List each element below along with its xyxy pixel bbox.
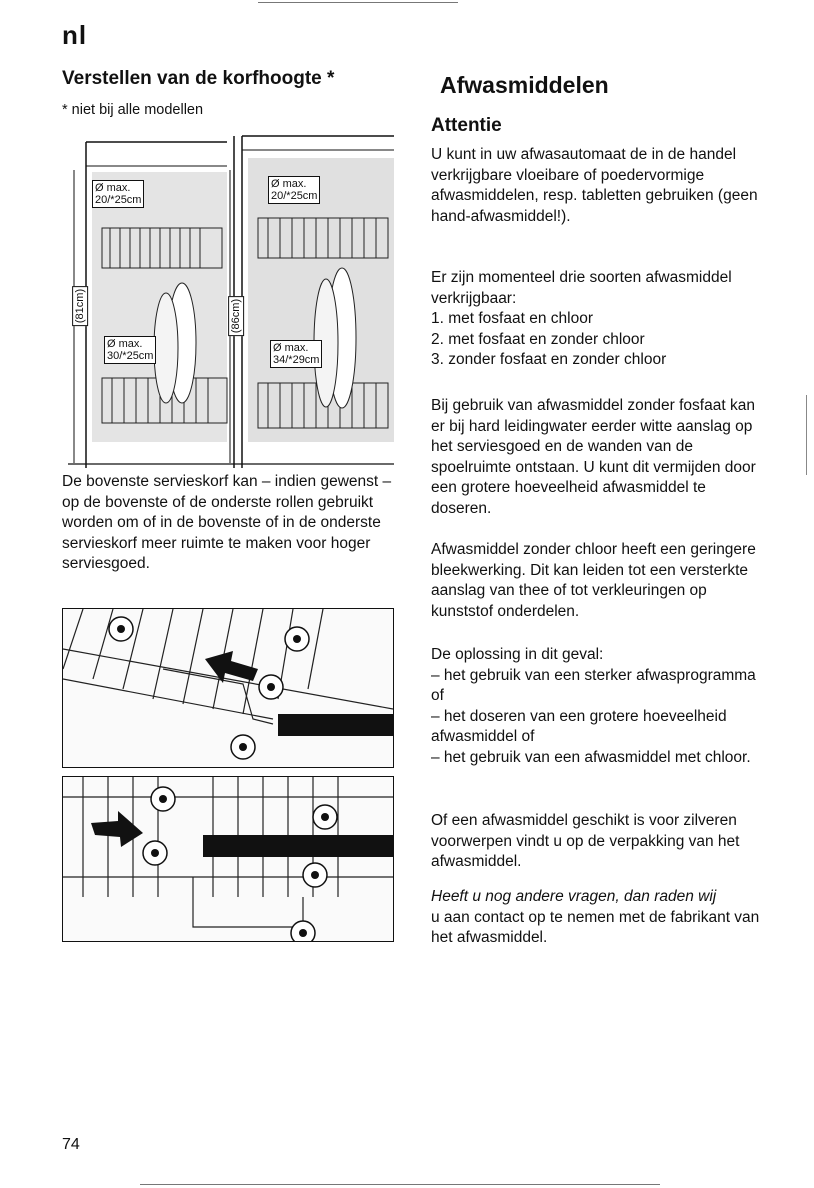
paragraph-3: Bij gebruik van afwasmiddel zonder fosfaat kan er bij hard leidingwater eerder witte aanslag op het serviesgoed en de wanden van de spoelruimte ontstaan. U kunt dit vermijden door een grotere hoeveelheid afwasmiddel te doseren.	[431, 397, 756, 517]
paragraph-5	[431, 645, 766, 768]
label-text: 34/*29cm	[273, 354, 320, 366]
section-title-basket-height: Verstellen van de korfhoogte *	[62, 68, 335, 89]
label-text: Ø max.	[95, 182, 131, 194]
scan-artifact	[140, 1184, 660, 1185]
rack-raise-illustration	[63, 609, 393, 767]
arrow-down-icon	[91, 811, 143, 847]
height-label-right: (86cm)	[228, 296, 244, 336]
label-bottom-right	[270, 340, 322, 368]
label-text: 20/*25cm	[271, 190, 318, 202]
label-text: 30/*25cm	[107, 350, 154, 362]
scan-artifact	[258, 2, 458, 3]
label-text: Ø max.	[107, 338, 143, 350]
paragraph-2	[431, 268, 766, 371]
list-item: 1. met fosfaat en chloor	[431, 310, 593, 327]
paragraph-2-intro: Er zijn momenteel drie soorten afwasmiddel verkrijgbaar:	[431, 269, 732, 307]
paragraph-7	[431, 887, 771, 949]
figure-basket-heights	[62, 128, 394, 468]
paragraph-5-intro: De oplossing in dit geval:	[431, 646, 604, 663]
paragraph-6: Of een afwasmiddel geschikt is voor zilveren voorwerpen vindt u op de verpakking van het afwasmiddel.	[431, 812, 740, 870]
paragraph-7-rest: u aan contact op te nemen met de fabrikant van het afwasmiddel.	[431, 908, 760, 946]
paragraph-1: U kunt in uw afwasautomaat de in de handel verkrijgbare vloeibare of poedervormige afwasmiddelen, resp. tabletten gebruiken (geen hand-afwasmiddel!).	[431, 146, 758, 225]
page-number: 74	[62, 1136, 80, 1153]
list-item: 3. zonder fosfaat en zonder chloor	[431, 351, 667, 368]
label-top-right	[268, 176, 320, 204]
figure-lower-basket	[62, 776, 394, 942]
rack-lower-illustration	[63, 777, 393, 941]
figure-raise-basket	[62, 608, 394, 768]
scan-artifact	[806, 395, 807, 475]
section-title-detergents: Afwasmiddelen	[440, 72, 609, 98]
list-item: 2. met fosfaat en zonder chloor	[431, 330, 645, 348]
label-top-left	[92, 180, 144, 208]
attention-heading: Attentie	[431, 115, 502, 136]
list-item: – het gebruik van een sterker afwasprogramma of	[431, 666, 756, 704]
list-item: – het doseren van een grotere hoeveelheid afwasmiddel of	[431, 707, 727, 745]
list-item: – het gebruik van een afwasmiddel met chloor.	[431, 748, 751, 766]
label-text: Ø max.	[273, 342, 309, 354]
label-bottom-left	[104, 336, 156, 364]
basket-height-caption: De bovenste servieskorf kan – indien gewenst – op de bovenste of de onderste rollen gebruikt worden om of in de bovenste of in de onderste servieskorf meer ruimte te maken voor hoger serviesgoed.	[62, 473, 392, 572]
label-text: Ø max.	[271, 178, 307, 190]
height-label-left: (81cm)	[72, 286, 88, 326]
paragraph-4: Afwasmiddel zonder chloor heeft een geringere bleekwerking. Dit kan leiden tot een versterkte aanslag van thee of tot verkleuringen op kunststof onderdelen.	[431, 541, 756, 620]
label-text: 20/*25cm	[95, 194, 142, 206]
footnote: * niet bij alle modellen	[62, 102, 204, 118]
language-tag: nl	[62, 20, 88, 50]
paragraph-7-italic: Heeft u nog andere vragen, dan raden wij	[431, 888, 717, 905]
